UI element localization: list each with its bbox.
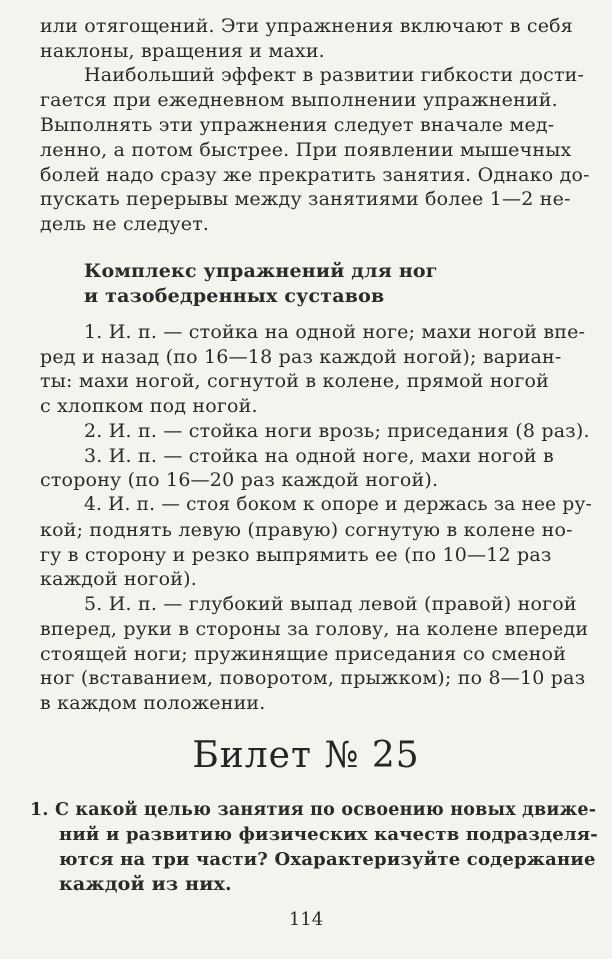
- text-line: в каждом положении.: [40, 692, 266, 714]
- text-line: болей надо сразу же прекратить занятия. Однако до-: [40, 164, 590, 186]
- text-line: 1. И. п. — стойка на одной ноге; махи ногой впе-: [84, 321, 586, 343]
- page-number: 114: [288, 909, 324, 930]
- heading-line: и тазобедренных суставов: [84, 285, 385, 307]
- text-line: вперед, руки в стороны за голову, на колене впереди: [40, 618, 589, 640]
- text-line: Наибольший эффект в развитии гибкости дости-: [84, 64, 585, 86]
- text-line: гу в сторону и резко выпрямить ее (по 10—12 раз: [40, 544, 552, 566]
- text-line: сторону (по 16—20 раз каждой ногой).: [40, 469, 439, 491]
- text-line: наклоны, вращения и махи.: [40, 40, 325, 62]
- text-line: 3. И. п. — стойка на одной ноге, махи ногой в: [84, 445, 554, 467]
- text-line: пускать перерывы между занятиями более 1—2 не-: [40, 188, 571, 210]
- text-line: ты: махи ногой, согнутой в колене, прямой ногой: [40, 370, 550, 392]
- text-line: Выполнять эти упражнения следует вначале мед-: [40, 114, 555, 136]
- text-line: каждой ногой).: [40, 568, 197, 590]
- question-line: каждой из них.: [59, 873, 232, 895]
- question-line: ются на три части? Охарактеризуйте содержание: [59, 849, 596, 870]
- text-line: 2. И. п. — стойка ноги врозь; приседания (8 раз).: [84, 420, 590, 442]
- text-line: гается при ежедневном выполнении упражнений.: [40, 89, 558, 111]
- text-line: ред и назад (по 16—18 раз каждой ногой); вариан-: [40, 346, 562, 368]
- text-line: дель не следует.: [40, 213, 210, 235]
- text-line: стоящей ноги; пружинящие приседания со сменой: [40, 643, 567, 665]
- text-line: 5. И. п. — глубокий выпад левой (правой) ногой: [84, 593, 577, 615]
- text-line: ленно, а потом быстрее. При появлении мышечных: [40, 139, 572, 161]
- question-line: ний и развитию физических качеств подразделя-: [59, 824, 598, 845]
- text-line: ног (вставанием, поворотом, прыжком); по 8—10 раз: [40, 667, 586, 689]
- heading-line: Комплекс упражнений для ног: [84, 260, 438, 282]
- text-line: или отягощений. Эти упражнения включают в себя: [40, 15, 573, 37]
- text-line: 4. И. п. — стоя боком к опоре и держась за нее ру-: [84, 494, 592, 515]
- text-line: кой; поднять левую (правую) согнутую в колене но-: [40, 519, 573, 541]
- text-line: с хлопком под ногой.: [40, 395, 258, 417]
- question-line: 1. С какой целью занятия по освоению новых движе-: [30, 800, 597, 820]
- ticket-title: Билет № 25: [192, 735, 420, 776]
